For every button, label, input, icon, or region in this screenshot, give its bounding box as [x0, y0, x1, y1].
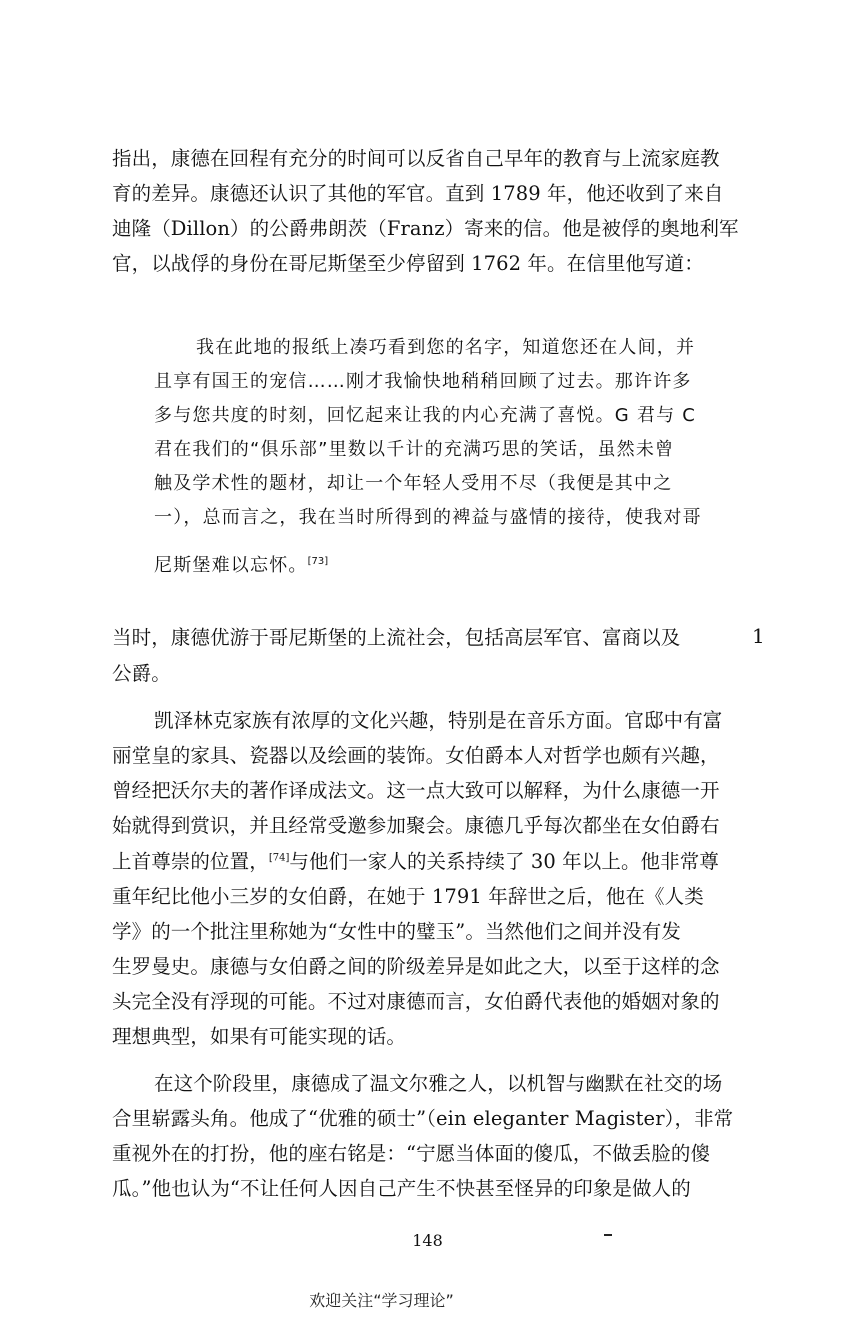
- quote-line-4: 君在我们的“俱乐部”里数以千计的充满巧思的笑话，虽然未曾: [154, 439, 675, 460]
- margin-number: 1: [752, 624, 765, 648]
- paragraph-1-line-3: 迪隆（Dillon）的公爵弗朗茨（Franz）寄来的信。他是被俘的奥地利军: [112, 217, 739, 240]
- paragraph-1-line-2: 育的差异。康德还认识了其他的军官。直到 1789 年，他还收到了来自: [112, 182, 724, 205]
- quote-last-text: 尼斯堡难以忘怀。: [154, 555, 308, 576]
- paragraph-4-line-2: 合里崭露头角。他成了“优雅的硕士”（ein eleganter Magister），非常: [112, 1107, 734, 1130]
- paragraph-3-line-6: 重年纪比他小三岁的女伯爵，在她于 1791 年辞世之后，他在《人类: [112, 885, 704, 908]
- paragraph-1-line-4: 官，以战俘的身份在哥尼斯堡至少停留到 1762 年。在信里他写道：: [112, 252, 704, 275]
- footnote-73: [73]: [307, 556, 329, 567]
- paragraph-4-line-1: 在这个阶段里，康德成了温文尔雅之人，以机智与幽默在社交的场: [154, 1072, 723, 1095]
- quote-line-1: 我在此地的报纸上凑巧看到您的名字，知道您还在人间，并: [196, 337, 696, 358]
- quote-line-6: 一），总而言之，我在当时所得到的裨益与盛情的接待，使我对哥: [154, 507, 702, 528]
- paragraph-3-line-5-start: 上首尊崇的位置，: [112, 850, 269, 873]
- quote-line-7: [154, 554, 744, 578]
- paragraph-2-line-2: 公爵。: [112, 662, 171, 685]
- paragraph-3-line-5-end: 与他们一家人的关系持续了 30 年以上。他非常尊: [289, 850, 719, 873]
- footnote-74: [74]: [268, 852, 290, 864]
- paragraph-3-line-3: 曾经把沃尔夫的著作译成法文。这一点大致可以解释，为什么康德一开: [112, 779, 720, 802]
- paragraph-3-line-7: 学》的一个批注里称她为“女性中的璧玉”。当然他们之间并没有发: [112, 920, 681, 943]
- paragraph-4-line-4: 瓜。”他也认为“不让任何人因自己产生不快甚至怪异的印象是做人的: [112, 1177, 691, 1200]
- paragraph-3-line-10: 理想典型，如果有可能实现的话。: [112, 1025, 407, 1048]
- paragraph-3-line-1: 凯泽林克家族有浓厚的文化兴趣，特别是在音乐方面。官邸中有富: [154, 709, 723, 732]
- paragraph-1-line-1: 指出，康德在回程有充分的时间可以反省自己早年的教育与上流家庭教: [112, 147, 720, 170]
- quote-line-5: 触及学术性的题材，却让一个年轻人受用不尽（我便是其中之: [154, 473, 673, 494]
- paragraph-3-line-9: 头完全没有浮现的可能。不过对康德而言，女伯爵代表他的婚姻对象的: [112, 990, 720, 1013]
- paragraph-3-line-2: 丽堂皇的家具、瓷器以及绘画的装饰。女伯爵本人对哲学也颇有兴趣，: [112, 744, 720, 767]
- paragraph-2-line-1: 当时，康德优游于哥尼斯堡的上流社会，包括高层军官、富商以及: [112, 626, 681, 649]
- quote-line-2: 且享有国王的宠信……刚才我愉快地稍稍回顾了过去。那许许多: [154, 371, 692, 392]
- quote-line-3: 多与您共度的时刻，回忆起来让我的内心充满了喜悦。G 君与 C: [154, 405, 696, 426]
- paragraph-3-line-8: 生罗曼史。康德与女伯爵之间的阶级差异是如此之大，以至于这样的念: [112, 955, 720, 978]
- footer-note: 欢迎关注“学习理论”: [309, 1291, 454, 1310]
- scan-dash-mark: [604, 1234, 612, 1236]
- paragraph-3-line-4: 始就得到赏识，并且经常受邀参加聚会。康德几乎每次都坐在女伯爵右: [112, 814, 720, 837]
- paragraph-4-line-3: 重视外在的打扮，他的座右铭是：“宁愿当体面的傻瓜，不做丢脸的傻: [112, 1142, 711, 1165]
- page-number: 148: [412, 1231, 443, 1250]
- paragraph-3-line-5: [112, 850, 742, 874]
